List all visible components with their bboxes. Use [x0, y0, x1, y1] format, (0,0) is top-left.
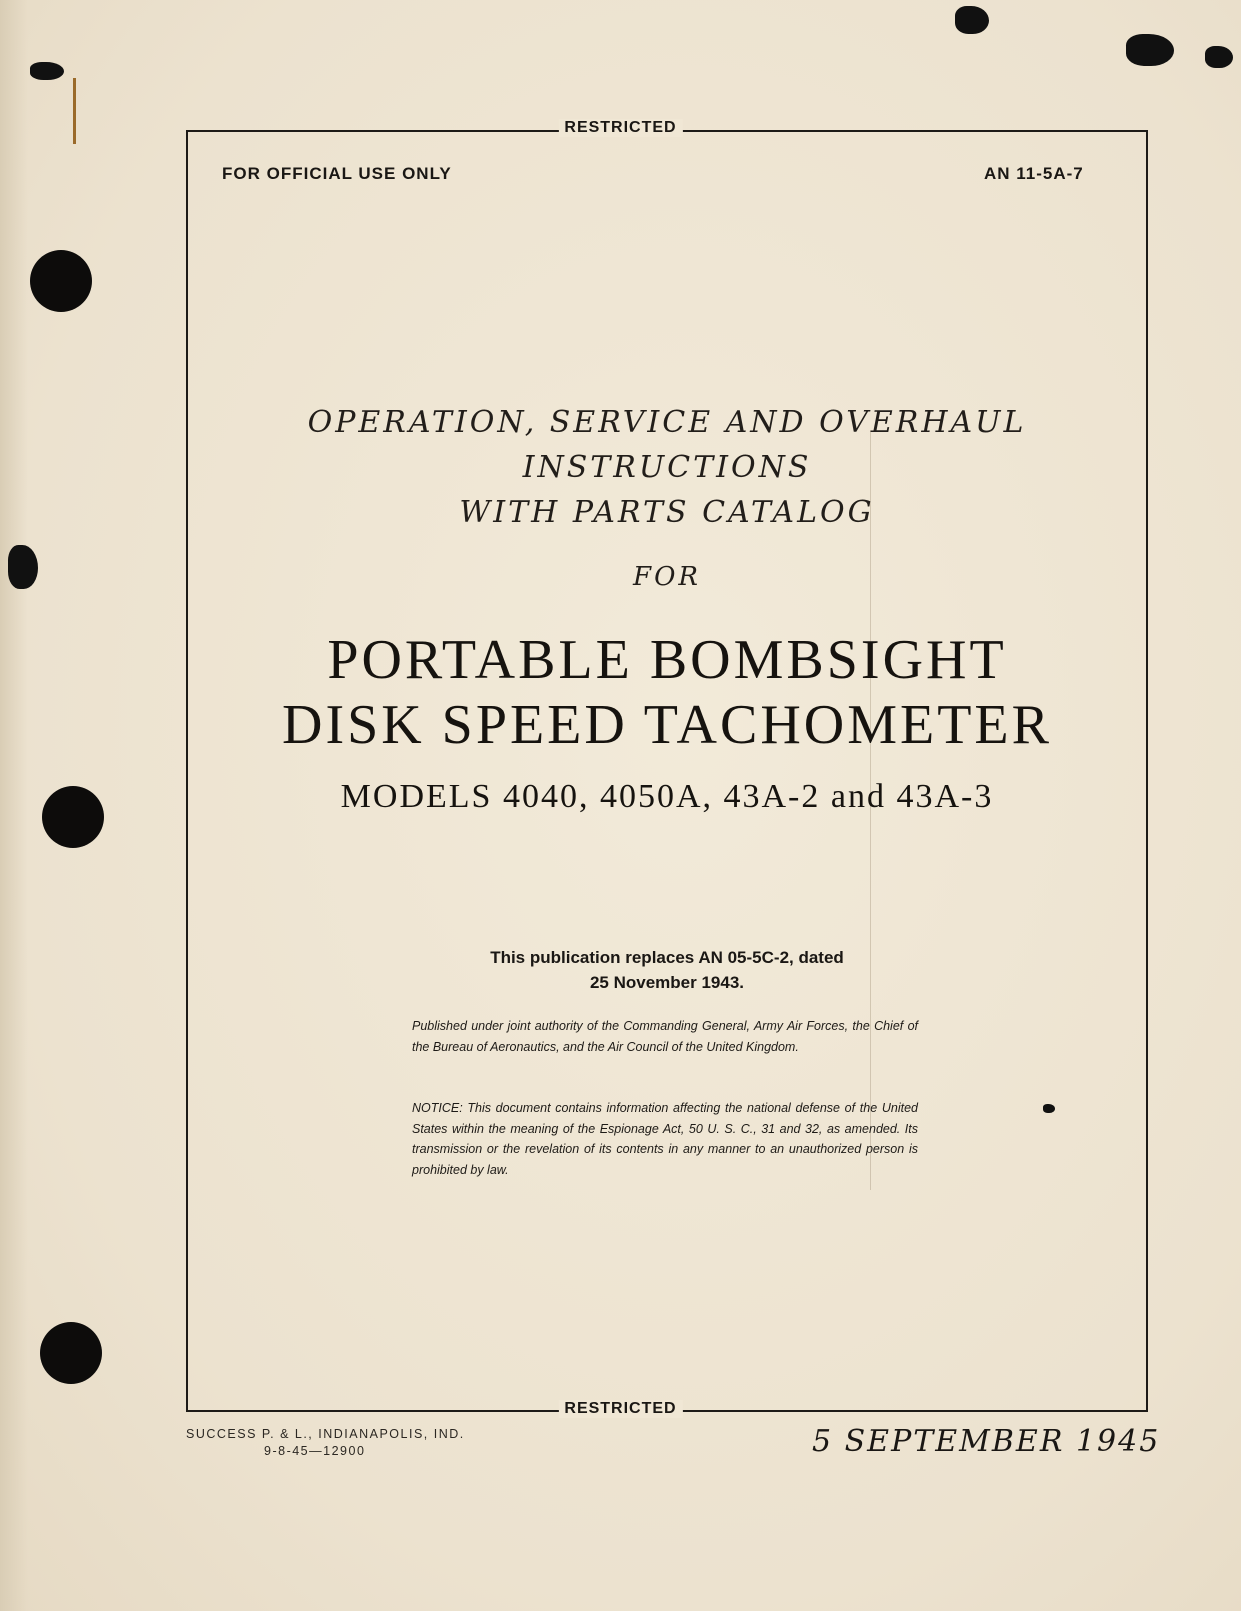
for-label: FOR: [633, 562, 701, 592]
subtitle-line-3: WITH PARTS CATALOG: [459, 495, 875, 530]
title-line-1: PORTABLE BOMBSIGHT: [327, 629, 1007, 691]
classification-bottom: RESTRICTED: [558, 1400, 682, 1418]
printer-line-2: 9-8-45—12900: [264, 1444, 366, 1458]
models-line: MODELS 4040, 4050A, 43A-2 and 43A-3: [340, 778, 994, 815]
paper-edge-shadow: [0, 0, 28, 1611]
classification-top: RESTRICTED: [558, 119, 682, 137]
handling-caveat: FOR OFFICIAL USE ONLY: [222, 164, 452, 183]
espionage-notice-paragraph: NOTICE: This document contains information affecting the national defense of the United States within the meaning of the Espionage Act, 50 U. S. C., 31 and 32, as amended. Its transmission or the revelation of its contents in any manner to an unauthorized person is prohibited by law.: [412, 1101, 918, 1177]
torn-edge-blot: [1205, 46, 1233, 68]
torn-edge-blot: [8, 545, 38, 589]
torn-edge-blot: [1126, 34, 1174, 66]
authority-paragraph: Published under joint authority of the Commanding General, Army Air Forces, the Chief of the Bureau of Aeronautics, and the Air Council of the United Kingdom.: [412, 1019, 918, 1054]
title-line-2: DISK SPEED TACHOMETER: [282, 694, 1052, 756]
document-border-frame: [186, 130, 1148, 1412]
printer-line-1: SUCCESS P. & L., INDIANAPOLIS, IND.: [186, 1427, 465, 1441]
replacement-notice: [186, 945, 1148, 995]
punch-hole-2: [42, 786, 104, 848]
torn-edge-blot: [30, 62, 64, 80]
printer-imprint: [186, 1426, 465, 1460]
subtitle-line-1: OPERATION, SERVICE AND OVERHAUL: [307, 405, 1027, 440]
staple-mark: [73, 78, 76, 144]
punch-hole-1: [30, 250, 92, 312]
torn-edge-blot: [955, 6, 989, 34]
publication-date: 5 SEPTEMBER 1945: [812, 1424, 1161, 1459]
subtitle-line-2: INSTRUCTIONS: [522, 450, 812, 485]
page-title: [186, 628, 1148, 758]
document-subtitle: [186, 400, 1148, 535]
punch-hole-3: [40, 1322, 102, 1384]
replaces-line-2: 25 November 1943.: [589, 973, 745, 992]
document-number: AN 11-5A-7: [984, 164, 1084, 183]
replaces-line-1: This publication replaces AN 05-5C-2, dated: [490, 948, 844, 967]
